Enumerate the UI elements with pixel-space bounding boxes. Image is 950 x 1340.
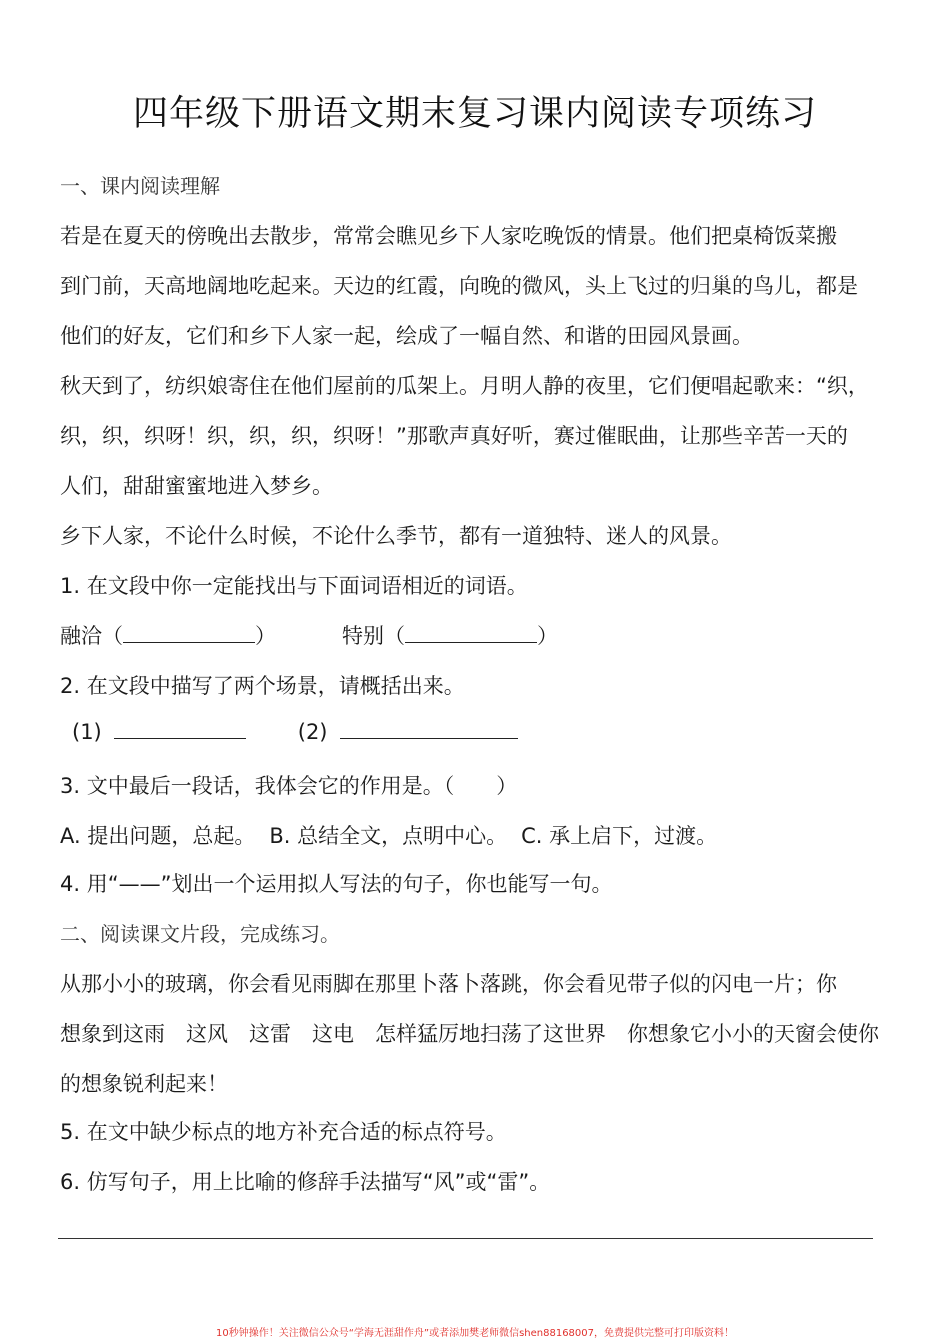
question-1: 1. 在文段中你一定能找出与下面词语相近的词语。 [60, 574, 528, 598]
passage2-line-3: 的想象锐利起来！ [60, 1072, 228, 1096]
q1-answer-blank-a[interactable] [123, 641, 255, 643]
passage1-line-2: 到门前，天高地阔地吃起来。天边的红霞，向晚的微风，头上飞过的归巢的鸟儿，都是 [60, 274, 858, 298]
question-4: 4. 用“——”划出一个运用拟人写法的句子，你也能写一句。 [60, 872, 613, 896]
passage2-line-2: 想象到这雨 这风 这雷 这电 怎样猛厉地扫荡了这世界 你想象它小小的天窗会使你 [60, 1022, 879, 1046]
passage1-line-1: 若是在夏天的傍晚出去散步，常常会瞧见乡下人家吃晚饭的情景。他们把桌椅饭菜搬 [60, 224, 837, 248]
section1-heading: 一、课内阅读理解 [60, 174, 220, 198]
footer-notice: 10秒钟操作！关注微信公众号“学海无涯甜作舟”或者添加樊老师微信shen88168007，免费提供完整可打印版资料！ [215, 1328, 735, 1339]
question-2-answers [72, 720, 518, 744]
question-6: 6. 仿写句子，用上比喻的修辞手法描写“风”或“雷”。 [60, 1170, 551, 1194]
q2-answer-blank-2[interactable] [340, 737, 518, 739]
q3-option-c: C. 承上启下，过渡。 [521, 824, 718, 848]
q2-label-1: (1) [72, 720, 102, 744]
q1-answer-blank-b[interactable] [405, 641, 537, 643]
passage1-line-4: 秋天到了，纺织娘寄住在他们屋前的瓜架上。月明人静的夜里，它们便唱起歌来：“织， [60, 374, 869, 398]
answer-line[interactable] [58, 1238, 873, 1239]
question-5: 5. 在文中缺少标点的地方补充合适的标点符号。 [60, 1120, 507, 1144]
passage1-line-3: 他们的好友，它们和乡下人家一起，绘成了一幅自然、和谐的田园风景画。 [60, 324, 753, 348]
page-title: 四年级下册语文期末复习课内阅读专项练习 [132, 94, 817, 134]
q1-word-a: 融洽 [60, 624, 102, 648]
passage1-line-7: 乡下人家，不论什么时候，不论什么季节，都有一道独特、迷人的风景。 [60, 524, 732, 548]
question-1-answers [60, 620, 558, 650]
passage1-line-6: 人们，甜甜蜜蜜地进入梦乡。 [60, 474, 333, 498]
q2-answer-blank-1[interactable] [114, 737, 246, 739]
q3-option-b: B. 总结全文，点明中心。 [269, 824, 508, 848]
question-3: 3. 文中最后一段话，我体会它的作用是。（ ） [60, 774, 518, 798]
q1-paren-close-b: ） [537, 624, 558, 648]
q1-paren-close-a: ） [255, 624, 276, 648]
passage1-line-5: 织，织，织呀！织，织，织，织呀！”那歌声真好听，赛过催眠曲，让那些辛苦一天的 [60, 424, 848, 448]
question-3-options [60, 820, 717, 850]
section2-heading: 二、阅读课文片段，完成练习。 [60, 922, 340, 946]
passage2-line-1: 从那小小的玻璃，你会看见雨脚在那里卜落卜落跳，你会看见带子似的闪电一片；你 [60, 972, 837, 996]
q3-option-a: A. 提出问题，总起。 [60, 824, 256, 848]
q2-label-2: (2) [297, 720, 328, 744]
q1-word-b: 特别 [342, 624, 384, 648]
question-2: 2. 在文段中描写了两个场景，请概括出来。 [60, 674, 465, 698]
q1-paren-open-a: （ [102, 624, 123, 648]
q1-paren-open-b: （ [384, 624, 405, 648]
